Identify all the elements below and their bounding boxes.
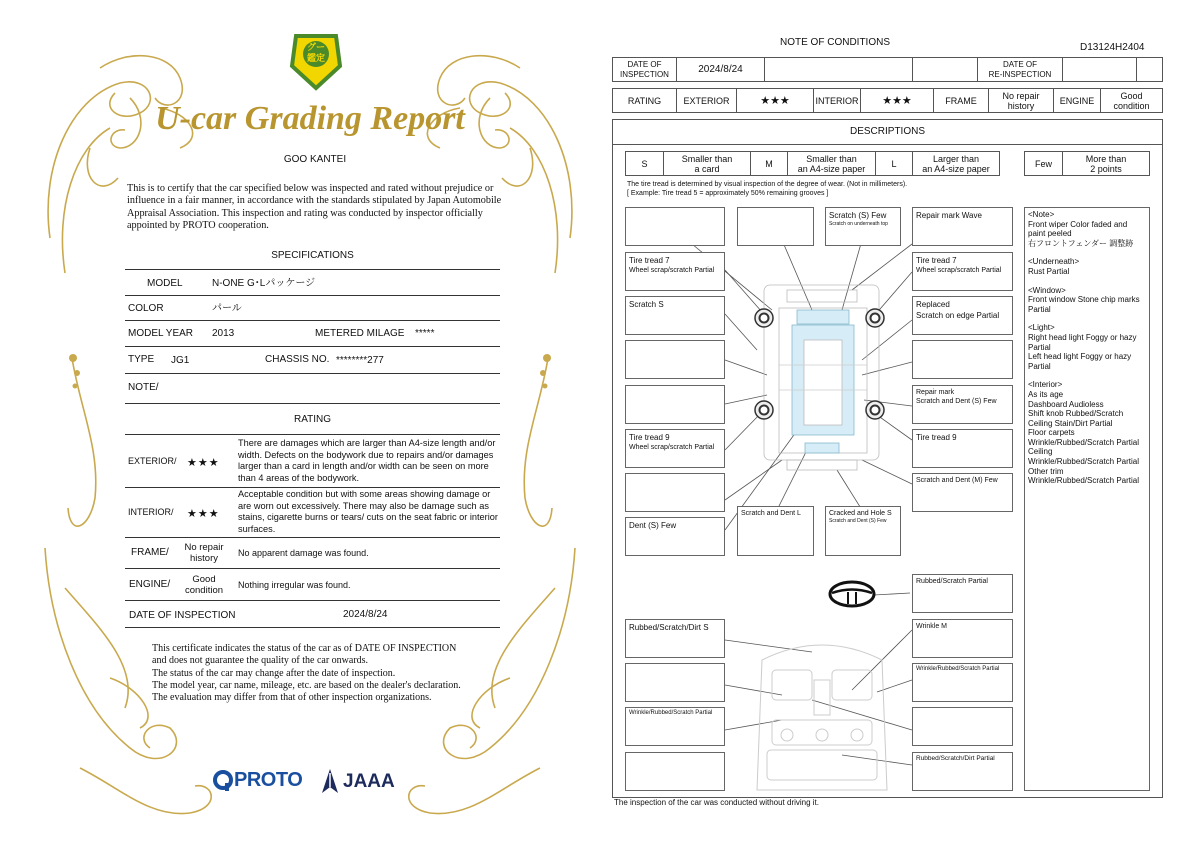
note-group-underneath: <Underneath> Rust Partial bbox=[1028, 257, 1080, 276]
annotation-box-wheel-rubbed: Rubbed/Scratch Partial bbox=[912, 574, 1013, 613]
document-id: D13124H2404 bbox=[1080, 42, 1145, 53]
note-group-window: <Window> Front window Stone chip marks Partial bbox=[1028, 285, 1140, 314]
legend-key-m: M bbox=[751, 152, 788, 175]
divider bbox=[125, 269, 500, 270]
frame-value: No repair history bbox=[184, 542, 224, 564]
annotation-box-tire-fl: Tire tread 7 Wheel scrap/scratch Partial bbox=[625, 252, 725, 291]
frame-label: FRAME bbox=[934, 89, 989, 112]
few-legend bbox=[1024, 151, 1150, 176]
divider bbox=[125, 537, 500, 538]
date-of-inspection-label: DATE OF INSPECTION bbox=[129, 610, 236, 621]
engine-label: ENGINE bbox=[1054, 89, 1101, 112]
chassis-label: CHASSIS NO. bbox=[265, 354, 330, 365]
grading-certificate bbox=[40, 28, 580, 828]
model-year-label: MODEL YEAR bbox=[128, 328, 194, 339]
annotation-box-rubbed-dirt-s: Rubbed/Scratch/Dirt S bbox=[625, 619, 725, 658]
divider bbox=[125, 403, 500, 404]
frame-value: No repair history bbox=[989, 89, 1054, 112]
note-label: NOTE/ bbox=[128, 382, 159, 393]
legend-text-few: More than 2 points bbox=[1085, 153, 1127, 174]
interior-label: INTERIOR/ bbox=[128, 507, 174, 517]
model-value: N-ONE G･Lパッケージ bbox=[212, 278, 316, 289]
specifications-heading: SPECIFICATIONS bbox=[271, 250, 354, 261]
rating-label: RATING bbox=[613, 89, 677, 112]
annotation-box-repair-mark: Repair mark Scratch and Dent (S) Few bbox=[912, 385, 1013, 424]
legend-key-few: Few bbox=[1025, 152, 1063, 175]
annotation-box-cracked: Cracked and Hole S Scratch and Dent (S) Few bbox=[825, 506, 901, 556]
annotation-box-top-scratch: Scratch (S) Few Scratch on underneath top bbox=[825, 207, 901, 246]
divider bbox=[125, 487, 500, 488]
legend-text-s: Smaller than a card bbox=[664, 152, 751, 175]
model-label: MODEL bbox=[147, 278, 183, 289]
legend-key-l: L bbox=[876, 152, 913, 175]
annotation-box-replaced: Replaced Scratch on edge Partial bbox=[912, 296, 1013, 335]
divider bbox=[125, 600, 500, 601]
annotation-box-rubbed-dirt-partial: Rubbed/Scratch/Dirt Partial bbox=[912, 752, 1013, 791]
date-row bbox=[612, 57, 1163, 82]
note-group-general: <Note> Front wiper Color faded and paint peeled 右フロントフェンダー 調整跡 bbox=[1028, 210, 1134, 248]
report-subtitle: GOO KANTEI bbox=[283, 154, 347, 165]
annotation-box bbox=[625, 752, 725, 791]
legend-text-l: Larger than an A4-size paper bbox=[922, 153, 990, 174]
note-group-light: <Light> Right head light Foggy or hazy Partial Left head light Foggy or hazy Partial bbox=[1028, 323, 1137, 371]
annotation-box-repair-wave: Repair mark Wave bbox=[912, 207, 1013, 246]
divider bbox=[612, 144, 1163, 145]
notes-panel bbox=[1024, 207, 1150, 791]
type-label: TYPE bbox=[128, 354, 155, 365]
annotation-box-scratch-s: Scratch S bbox=[625, 296, 725, 335]
steering-wheel-icon bbox=[830, 582, 874, 606]
annotation-box bbox=[625, 663, 725, 702]
legend-key-s: S bbox=[626, 152, 664, 175]
annotation-box-tire-fr: Tire tread 7 Wheel scrap/scratch Partial bbox=[912, 252, 1013, 291]
annotation-box bbox=[625, 473, 725, 512]
certificate-footer: This certificate indicates the status of the car as of DATE OF INSPECTION and does not guarantee the quality of the car onwards. The status of the car may change after the date of inspection. The model year, car name, mileage, etc. are based on the dealer's declaration. The evaluation may differ from that of other inspection organizations. bbox=[152, 643, 461, 704]
annotation-box-wrinkle-right: Wrinkle/Rubbed/Scratch Partial bbox=[912, 663, 1013, 702]
annotation-box bbox=[912, 707, 1013, 746]
model-year-value: 2013 bbox=[212, 328, 235, 339]
proto-logo-icon bbox=[212, 769, 234, 793]
badge-text: グー 鑑定 bbox=[306, 42, 325, 63]
frame-description: No apparent damage was found. bbox=[238, 548, 369, 558]
exterior-label: EXTERIOR/ bbox=[128, 456, 177, 466]
rating-heading: RATING bbox=[293, 414, 332, 425]
report-title: U-car Grading Report bbox=[155, 100, 465, 137]
color-value: パール bbox=[212, 303, 242, 314]
proto-logo-text: PROTO bbox=[234, 769, 303, 791]
goo-kantei-badge-icon bbox=[288, 32, 344, 92]
divider bbox=[125, 568, 500, 569]
engine-value: Good condition bbox=[1113, 90, 1150, 111]
date-reinspection-value bbox=[1063, 58, 1137, 81]
interior-description: Acceptable condition but with some areas showing damage or are worn out excessively. There may also be damage such as stains, cigarette burns or tears/ cuts on the seat fabric or interior surfaces. bbox=[238, 489, 498, 534]
engine-label: ENGINE/ bbox=[129, 579, 171, 590]
annotation-box bbox=[625, 385, 725, 424]
date-of-inspection-value: 2024/8/24 bbox=[343, 609, 388, 620]
note-group-interior: <Interior> As its age Dashboard Audioless Shift knob Rubbed/Scratch Ceiling Stain/Dirt Partial Floor carpets Wrinkle/Rubbed/Scratch Partial Ceiling Wrinkle/Rubbed/Scratch Partial Other trim Wrinkle/Rubbed/Scratch Partial bbox=[1028, 380, 1140, 486]
metered-milage-value: ***** bbox=[415, 328, 435, 339]
date-reinspection-label: DATE OF RE-INSPECTION bbox=[978, 58, 1063, 81]
metered-milage-label: METERED MILAGE bbox=[315, 328, 405, 339]
size-legend bbox=[625, 151, 1000, 176]
chassis-value: ********277 bbox=[336, 355, 384, 366]
type-value: JG1 bbox=[171, 355, 190, 366]
color-label: COLOR bbox=[128, 303, 164, 314]
interior-stars: ★★★ bbox=[861, 89, 934, 112]
exterior-stars: ★★★ bbox=[187, 457, 220, 469]
legend-text-m: Smaller than an A4-size paper bbox=[788, 152, 876, 175]
certification-intro: This is to certify that the car specified below was inspected and rated without prejudice or influence in a fair manner, in accordance with the standards stipulated by Japan Automobile Appraisal Association. This inspection and rating was conducted by inspector officially appointed by PROTO cooperation. bbox=[127, 183, 502, 232]
date-row-blank bbox=[1137, 58, 1162, 81]
gold-ornament-frame bbox=[40, 28, 580, 828]
jaaa-logo-text: JAAA bbox=[343, 771, 395, 792]
rating-row bbox=[612, 88, 1163, 113]
divider bbox=[125, 373, 500, 374]
divider bbox=[125, 627, 500, 628]
annotation-box bbox=[625, 340, 725, 379]
annotation-box-tire-rr: Tire tread 9 bbox=[912, 429, 1013, 468]
interior-label: INTERIOR bbox=[814, 89, 861, 112]
annotation-box bbox=[737, 207, 814, 246]
interior-stars: ★★★ bbox=[187, 508, 220, 520]
annotation-box-tire-rl: Tire tread 9 Wheel scrap/scratch Partial bbox=[625, 429, 725, 468]
note-title: NOTE OF CONDITIONS bbox=[780, 37, 890, 48]
descriptions-heading: DESCRIPTIONS bbox=[849, 126, 925, 137]
annotation-box-wrinkle-m: Wrinkle M bbox=[912, 619, 1013, 658]
engine-value: Good condition bbox=[184, 574, 224, 596]
date-inspection-value: 2024/8/24 bbox=[677, 58, 765, 81]
exterior-stars: ★★★ bbox=[737, 89, 814, 112]
exterior-description: There are damages which are larger than A4-size length and/or width. Defects on the bodywork due to repairs and/or damages larger than a card in length and/or width can be seen on more than 4 areas of the bodywork. bbox=[238, 438, 496, 483]
annotation-box bbox=[625, 207, 725, 246]
tire-tread-note: The tire tread is determined by visual inspection of the degree of wear. (Not in millimeters). [ Example: Tire tread 5 = approximately 50% remaining grooves ] bbox=[627, 181, 908, 197]
engine-description: Nothing irregular was found. bbox=[238, 580, 351, 590]
divider bbox=[125, 434, 500, 435]
annotation-box-scratch-dent-l: Scratch and Dent L bbox=[737, 506, 814, 556]
divider bbox=[125, 346, 500, 347]
note-footer: The inspection of the car was conducted without driving it. bbox=[614, 798, 819, 807]
exterior-label: EXTERIOR bbox=[677, 89, 737, 112]
annotation-box-scratch-dent-m: Scratch and Dent (M) Few bbox=[912, 473, 1013, 512]
annotation-box-dent-s: Dent (S) Few bbox=[625, 517, 725, 556]
divider bbox=[125, 320, 500, 321]
date-row-blank bbox=[913, 58, 978, 81]
date-inspection-label: DATE OF INSPECTION bbox=[613, 58, 677, 81]
date-row-blank bbox=[765, 58, 913, 81]
divider bbox=[125, 295, 500, 296]
frame-label: FRAME/ bbox=[131, 547, 169, 558]
annotation-box-wrinkle-left: Wrinkle/Rubbed/Scratch Partial bbox=[625, 707, 725, 746]
annotation-box bbox=[912, 340, 1013, 379]
jaaa-logo-icon bbox=[320, 769, 340, 793]
